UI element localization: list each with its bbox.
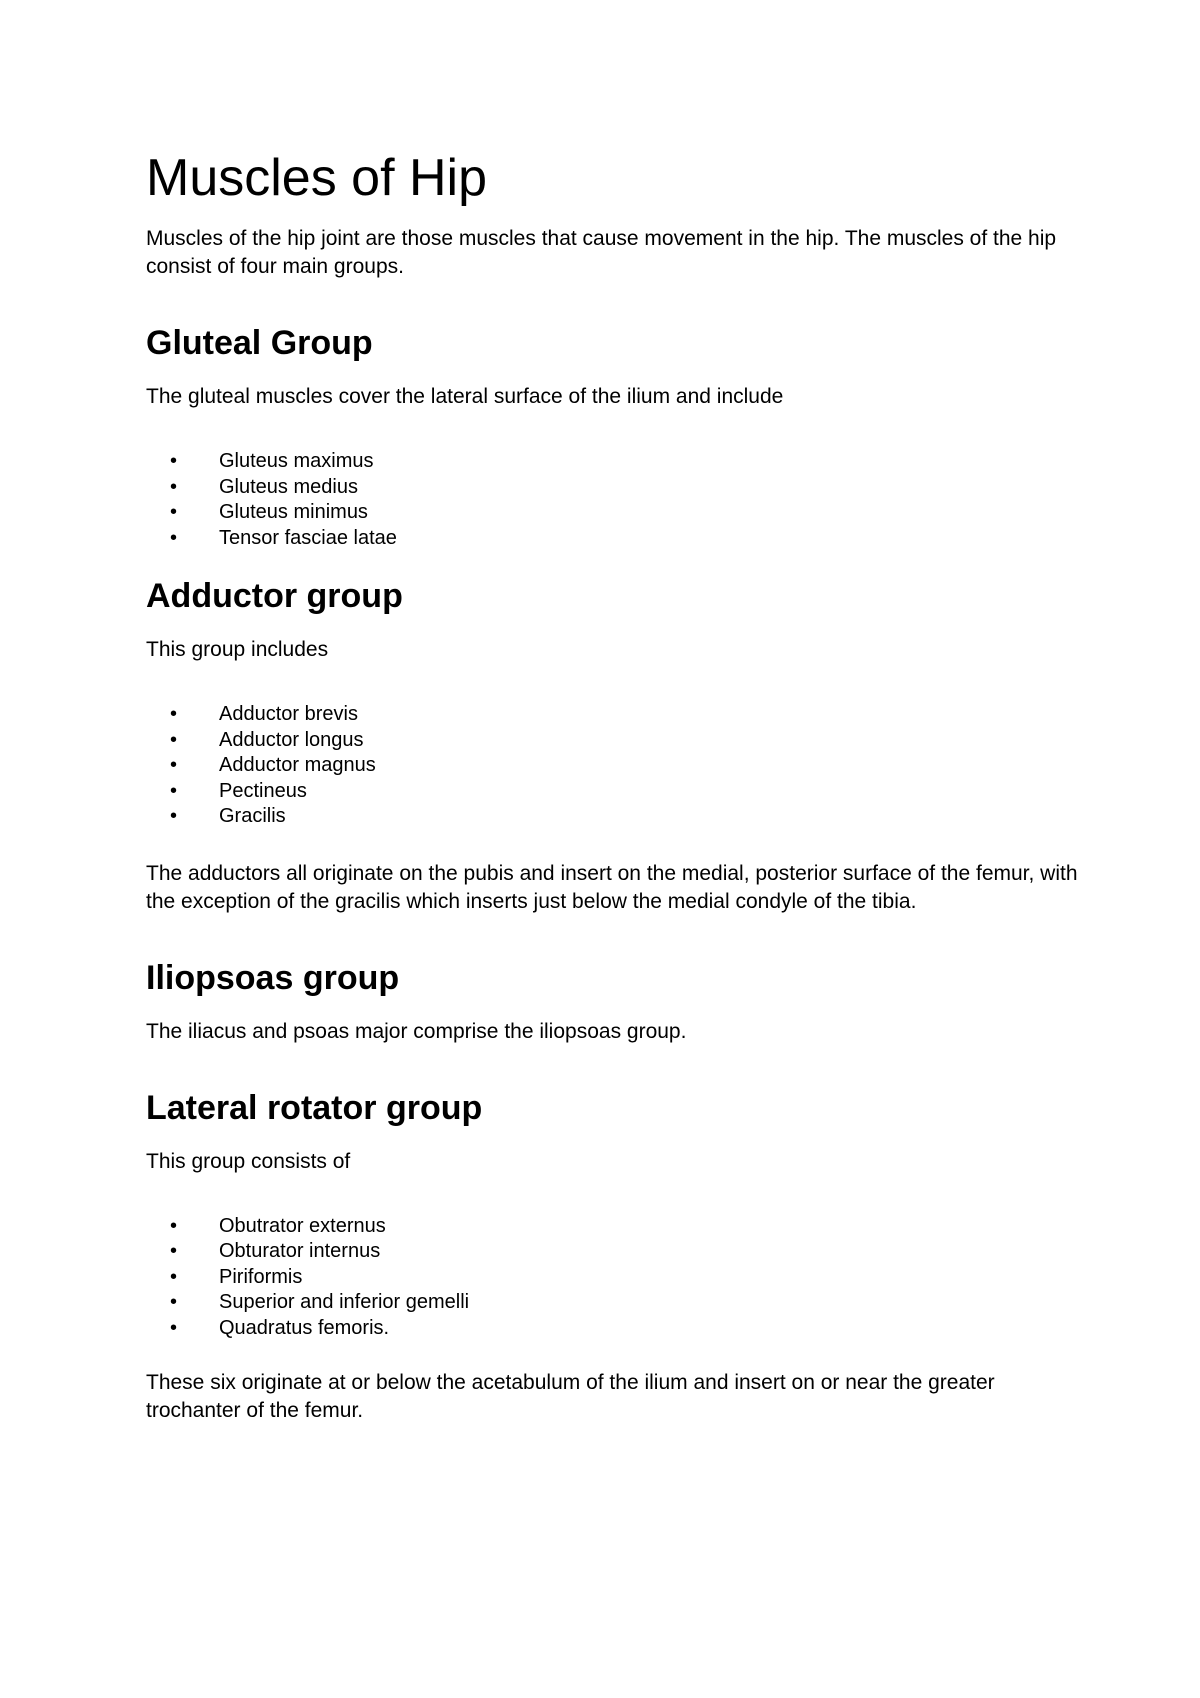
- lateral-rotator-intro: This group consists of: [146, 1149, 351, 1173]
- bullet-icon: •: [170, 526, 178, 549]
- bullet-icon: •: [170, 805, 178, 827]
- bullet-icon: •: [170, 1214, 178, 1237]
- bullet-icon: •: [170, 754, 178, 776]
- adductor-note: The adductors all originate on the pubis and insert on the medial, posterior surface of the femur, with the exception of the gracilis which inserts just below the medial condyle of the tibia.: [146, 861, 1078, 913]
- list-item-label: Obutrator externus: [219, 1214, 386, 1237]
- list-item: [146, 449, 1080, 475]
- bullet-icon: •: [170, 450, 178, 472]
- list-item: [146, 728, 1080, 754]
- adductor-section: [146, 576, 1080, 916]
- list-item-label: Gluteus medius: [219, 475, 358, 498]
- iliopsoas-heading: Iliopsoas group: [146, 958, 400, 997]
- list-item-label: Tensor fasciae latae: [219, 526, 397, 549]
- bullet-icon: •: [170, 779, 178, 802]
- bullet-icon: •: [170, 475, 178, 498]
- page-title: Muscles of Hip: [146, 149, 487, 207]
- list-item: [146, 779, 1080, 805]
- bullet-icon: •: [170, 501, 178, 523]
- bullet-icon: •: [170, 1316, 178, 1339]
- list-item-label: Adductor longus: [219, 728, 364, 751]
- list-item: [146, 1265, 1080, 1291]
- iliopsoas-section: [146, 958, 1080, 1046]
- list-item-label: Obturator internus: [219, 1240, 381, 1262]
- list-item-label: Pectineus: [219, 779, 307, 802]
- lateral-rotator-note: These six originate at or below the acetabulum of the ilium and insert on or near the greater trochanter of the femur.: [146, 1371, 995, 1422]
- bullet-icon: •: [170, 703, 178, 725]
- adductor-list: [146, 702, 1080, 830]
- gluteal-list: [146, 449, 1080, 551]
- list-item-label: Gluteus maximus: [219, 450, 374, 472]
- list-item: [146, 475, 1080, 501]
- list-item-label: Quadratus femoris.: [219, 1316, 390, 1339]
- list-item: [146, 1214, 1080, 1240]
- list-item: [146, 526, 1080, 552]
- list-item: [146, 500, 1080, 526]
- adductor-heading: Adductor group: [146, 577, 403, 615]
- gluteal-section: [146, 323, 1080, 551]
- lateral-rotator-heading: Lateral rotator group: [146, 1088, 483, 1127]
- bullet-icon: •: [170, 1265, 178, 1288]
- adductor-intro: This group includes: [146, 638, 329, 661]
- list-item-label: Adductor magnus: [219, 754, 376, 776]
- intro-paragraph: Muscles of the hip joint are those muscles that cause movement in the hip. The muscles of the hip consist of four main groups.: [146, 227, 1057, 278]
- list-item-label: Gracilis: [219, 805, 286, 827]
- list-item: [146, 702, 1080, 728]
- gluteal-heading: Gluteal Group: [146, 324, 373, 362]
- bullet-icon: •: [170, 728, 178, 751]
- list-item-label: Gluteus minimus: [219, 501, 368, 523]
- bullet-icon: •: [170, 1240, 178, 1262]
- list-item: [146, 1316, 1080, 1342]
- list-item-label: Piriformis: [219, 1265, 303, 1288]
- lateral-rotator-list: [146, 1214, 1080, 1342]
- bullet-icon: •: [170, 1291, 178, 1313]
- list-item: [146, 753, 1080, 779]
- gluteal-intro: The gluteal muscles cover the lateral surface of the ilium and include: [146, 385, 784, 408]
- list-item: [146, 1290, 1080, 1316]
- list-item-label: Superior and inferior gemelli: [219, 1291, 470, 1313]
- list-item-label: Adductor brevis: [219, 703, 358, 725]
- list-item: [146, 1239, 1080, 1265]
- lateral-rotator-section: [146, 1088, 1080, 1426]
- list-item: [146, 804, 1080, 830]
- iliopsoas-text: The iliacus and psoas major comprise the iliopsoas group.: [146, 1019, 687, 1043]
